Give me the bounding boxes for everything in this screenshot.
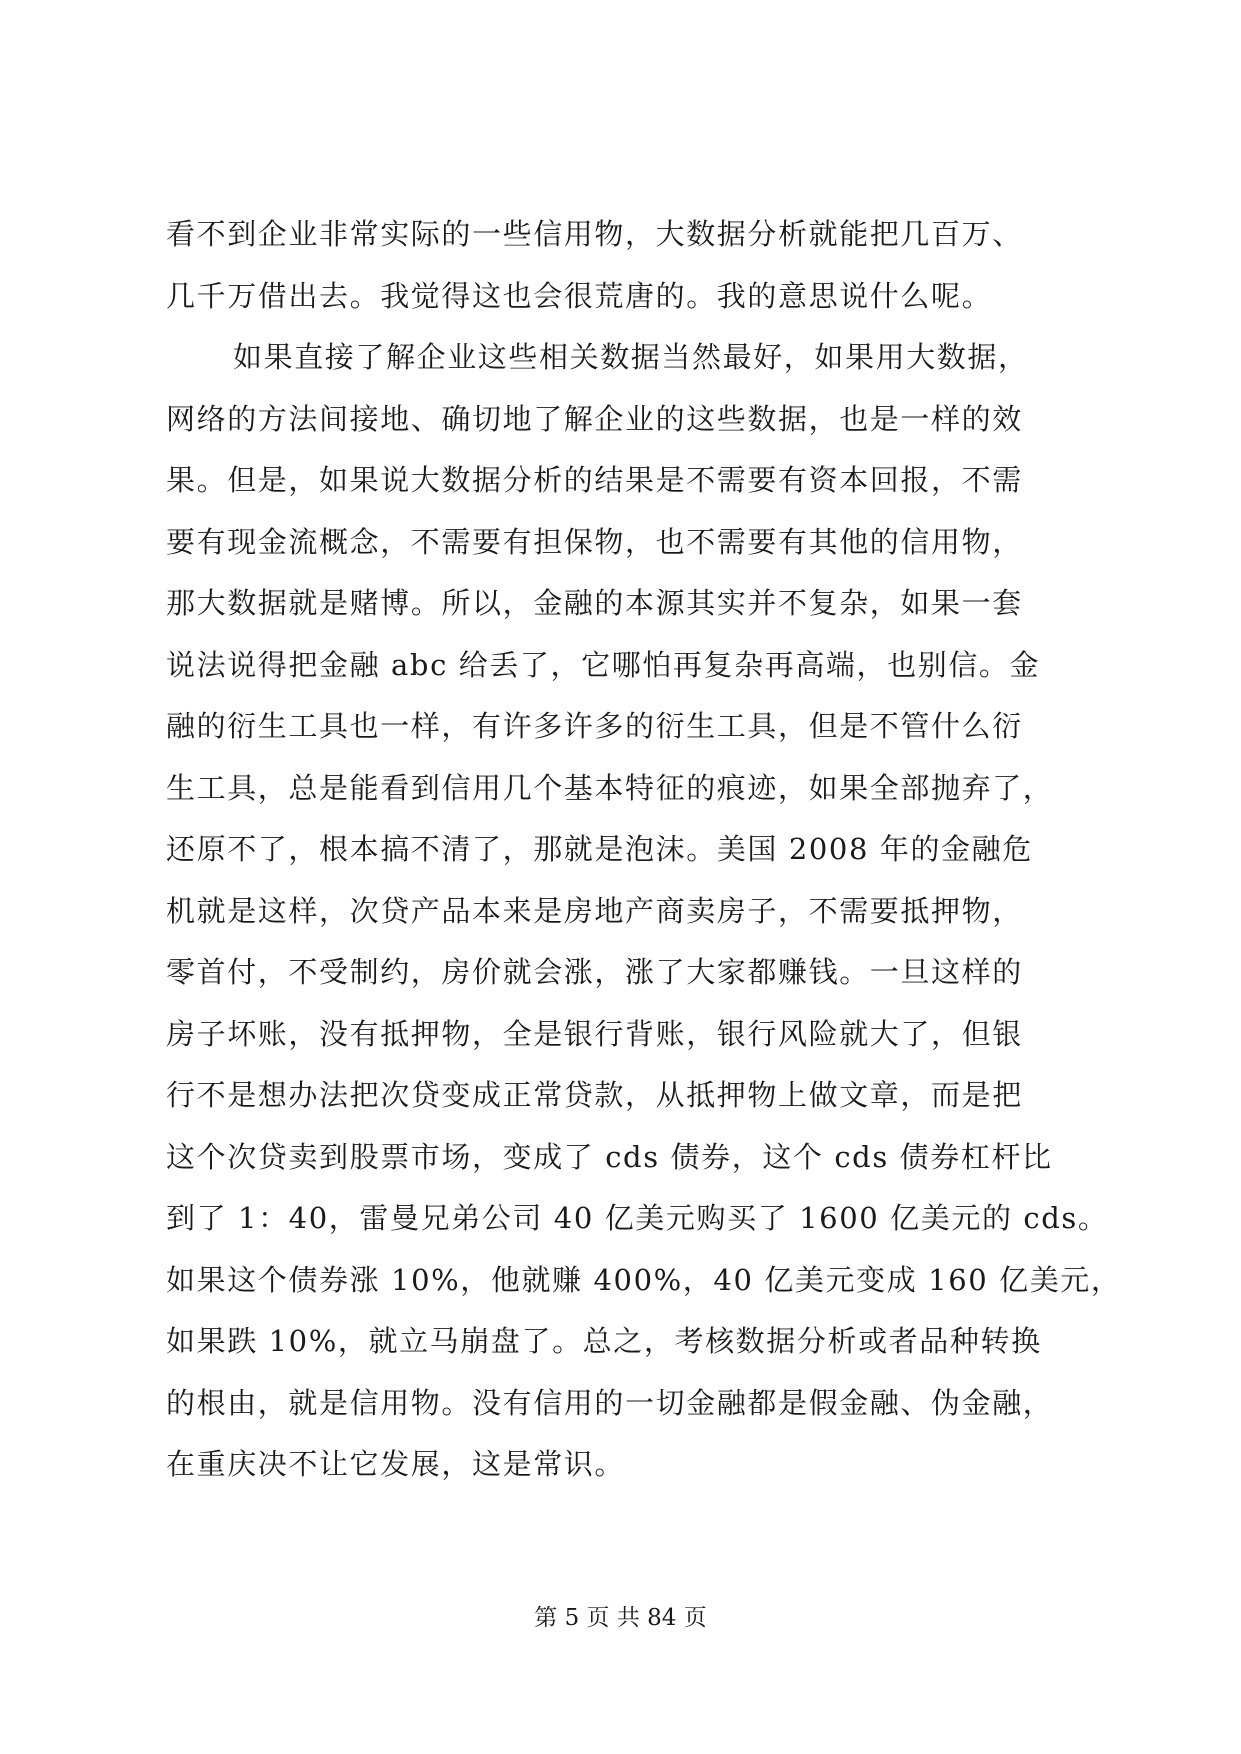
text-line: 这个次贷卖到股票市场，变成了 cds 债券，这个 cds 债券杠杆比 bbox=[166, 1139, 1053, 1174]
text-line: 如果跌 10%，就立马崩盘了。总之，考核数据分析或者品种转换 bbox=[166, 1324, 1042, 1358]
text-line: 房子坏账，没有抵押物，全是银行背账，银行风险就大了，但银 bbox=[166, 1016, 1023, 1051]
text-line: 在重庆决不让它发展，这是常识。 bbox=[166, 1447, 626, 1481]
text-line: 说法说得把金融 abc 给丢了，它哪怕再复杂再高端，也别信。金 bbox=[166, 647, 1041, 682]
body-text bbox=[166, 204, 1122, 1496]
text-line: 还原不了，根本搞不清了，那就是泡沫。美国 2008 年的金融危 bbox=[166, 832, 1033, 866]
text-line: 融的衍生工具也一样，有许多许多的衍生工具，但是不管什么衍 bbox=[166, 709, 1023, 743]
text-line: 那大数据就是赌博。所以，金融的本源其实并不复杂，如果一套 bbox=[166, 586, 1023, 620]
text-line: 如果这个债券涨 10%，他就赚 400%，40 亿美元变成 160 亿美元， bbox=[166, 1262, 1122, 1297]
page-number-label: 第 5 页 共 84 页 bbox=[534, 1605, 707, 1631]
text-line: 看不到企业非常实际的一些信用物，大数据分析就能把几百万、 bbox=[166, 217, 1023, 251]
text-line: 几千万借出去。我觉得这也会很荒唐的。我的意思说什么呢。 bbox=[166, 278, 993, 313]
text-line: 要有现金流概念，不需要有担保物，也不需要有其他的信用物， bbox=[166, 524, 1023, 559]
text-line: 网络的方法间接地、确切地了解企业的这些数据，也是一样的效 bbox=[166, 401, 1023, 436]
text-line: 到了 1：40，雷曼兄弟公司 40 亿美元购买了 1600 亿美元的 cds。 bbox=[166, 1201, 1109, 1235]
text-line: 行不是想办法把次贷变成正常贷款，从抵押物上做文章，而是把 bbox=[166, 1078, 1023, 1112]
text-line: 的根由，就是信用物。没有信用的一切金融都是假金融、伪金融， bbox=[166, 1385, 1054, 1420]
text-line: 机就是这样，次贷产品本来是房地产商卖房子，不需要抵押物， bbox=[166, 893, 1023, 928]
page-footer bbox=[0, 1603, 1241, 1633]
paragraph-start-line: 如果直接了解企业这些相关数据当然最好，如果用大数据， bbox=[233, 340, 1029, 374]
text-line: 生工具，总是能看到信用几个基本特征的痕迹，如果全部抛弃了， bbox=[166, 770, 1054, 805]
text-line: 零首付，不受制约，房价就会涨，涨了大家都赚钱。一旦这样的 bbox=[166, 955, 1023, 989]
text-line: 果。但是，如果说大数据分析的结果是不需要有资本回报，不需 bbox=[166, 463, 1023, 497]
